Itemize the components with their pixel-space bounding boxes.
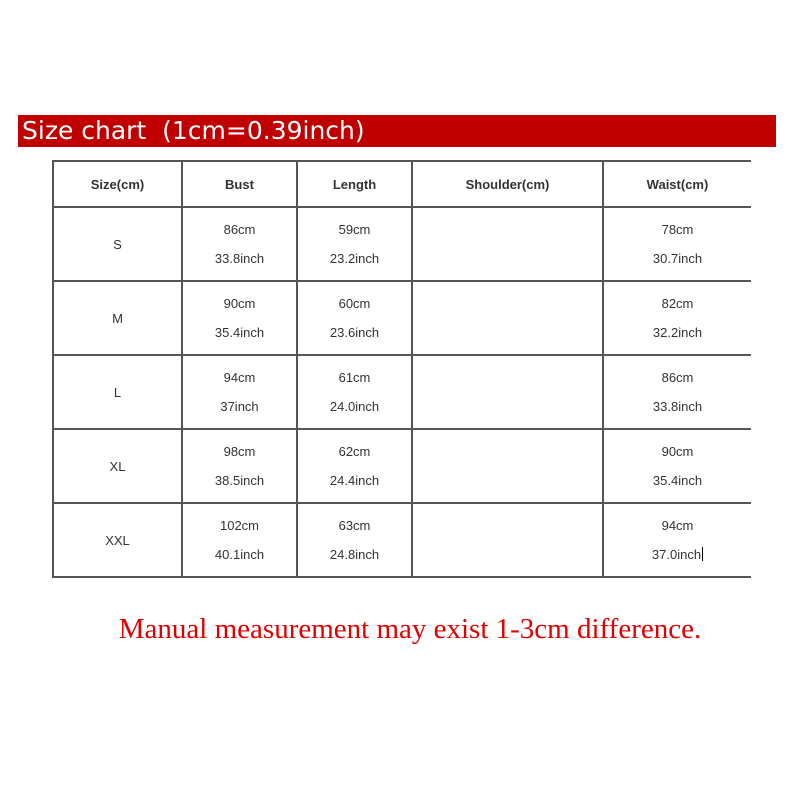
table-row	[53, 281, 751, 355]
header-length: Length	[297, 161, 412, 207]
size-table-container	[52, 160, 751, 578]
bust-cell	[182, 207, 297, 281]
waist-inch: 37.0inch	[651, 547, 702, 562]
length-inch: 24.8inch	[329, 547, 380, 562]
empty-cell	[182, 577, 297, 578]
length-cell	[297, 429, 412, 503]
length-cell	[297, 281, 412, 355]
bust-cm: 94cm	[223, 370, 256, 385]
size-cell: S	[53, 207, 182, 281]
bust-cm: 102cm	[219, 518, 260, 533]
empty-cell	[603, 577, 751, 578]
waist-inch: 30.7inch	[652, 251, 703, 266]
size-cell: XL	[53, 429, 182, 503]
header-size: Size(cm)	[53, 161, 182, 207]
waist-cm: 86cm	[661, 370, 694, 385]
size-table	[52, 160, 751, 578]
size-chart-title: Size chart (1cm=0.39inch)	[18, 115, 776, 147]
bust-cell	[182, 355, 297, 429]
length-cm: 63cm	[338, 518, 371, 533]
header-row	[53, 161, 751, 207]
waist-cm: 78cm	[661, 222, 694, 237]
length-cm: 61cm	[338, 370, 371, 385]
bust-inch: 40.1inch	[214, 547, 265, 562]
length-inch: 24.0inch	[329, 399, 380, 414]
shoulder-cell	[412, 281, 603, 355]
bust-cell	[182, 503, 297, 577]
waist-inch: 33.8inch	[652, 399, 703, 414]
bust-cell	[182, 429, 297, 503]
table-row	[53, 503, 751, 577]
shoulder-cell	[412, 207, 603, 281]
waist-cm: 90cm	[661, 444, 694, 459]
shoulder-cell	[412, 355, 603, 429]
header-shoulder: Shoulder(cm)	[412, 161, 603, 207]
length-cell	[297, 207, 412, 281]
shoulder-cell	[412, 503, 603, 577]
size-cell: XXL	[53, 503, 182, 577]
empty-cell	[297, 577, 412, 578]
measurement-note: Manual measurement may exist 1-3cm difference.	[118, 613, 702, 645]
table-row-partial	[53, 577, 751, 578]
header-bust: Bust	[182, 161, 297, 207]
waist-inch: 35.4inch	[652, 473, 703, 488]
empty-cell	[412, 577, 603, 578]
length-cell	[297, 355, 412, 429]
bust-cm: 86cm	[223, 222, 256, 237]
shoulder-cell	[412, 429, 603, 503]
length-cm: 62cm	[338, 444, 371, 459]
waist-cell	[603, 503, 751, 577]
table-row	[53, 429, 751, 503]
length-inch: 23.2inch	[329, 251, 380, 266]
bust-inch: 33.8inch	[214, 251, 265, 266]
bust-inch: 35.4inch	[214, 325, 265, 340]
waist-cm: 94cm	[661, 518, 694, 533]
size-cell: L	[53, 355, 182, 429]
bust-cm: 90cm	[223, 296, 256, 311]
length-inch: 23.6inch	[329, 325, 380, 340]
waist-cm: 82cm	[661, 296, 694, 311]
length-cm: 59cm	[338, 222, 371, 237]
bust-inch: 38.5inch	[214, 473, 265, 488]
waist-cell	[603, 207, 751, 281]
bust-cell	[182, 281, 297, 355]
empty-cell	[53, 577, 182, 578]
size-cell: M	[53, 281, 182, 355]
bust-cm: 98cm	[223, 444, 256, 459]
header-waist: Waist(cm)	[603, 161, 751, 207]
waist-cell	[603, 355, 751, 429]
bust-inch: 37inch	[220, 399, 259, 414]
waist-cell	[603, 281, 751, 355]
table-row	[53, 207, 751, 281]
text-cursor	[702, 547, 703, 561]
length-cm: 60cm	[338, 296, 371, 311]
length-cell	[297, 503, 412, 577]
length-inch: 24.4inch	[329, 473, 380, 488]
waist-inch: 32.2inch	[652, 325, 703, 340]
waist-cell	[603, 429, 751, 503]
table-row	[53, 355, 751, 429]
